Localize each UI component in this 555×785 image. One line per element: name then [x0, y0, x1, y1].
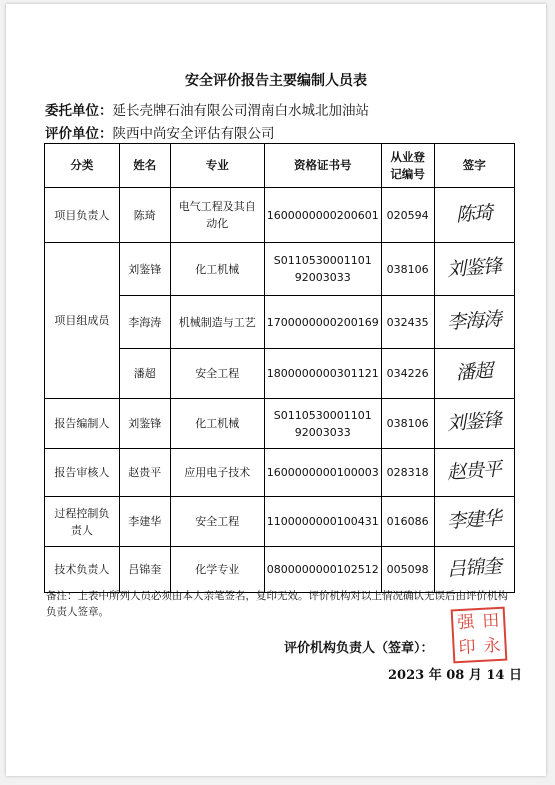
cell-reg: 028318	[381, 449, 434, 497]
header-reg: 从业登 记编号	[381, 144, 434, 188]
table-row	[45, 399, 515, 449]
evaluator-value: 陕西中尚安全评估有限公司	[112, 126, 275, 142]
cell-role: 技术负责人	[45, 547, 120, 593]
cell-name: 陈琦	[119, 188, 170, 243]
cell-major: 化工机械	[170, 399, 264, 449]
handwritten-signature: 赵贵平	[446, 458, 502, 484]
cell-role: 过程控制负责人	[45, 497, 120, 547]
cell-cert: S011053000110192003033	[264, 399, 381, 449]
evaluator-row	[45, 122, 275, 142]
cell-major: 机械制造与工艺	[170, 296, 264, 349]
cell-reg: 034226	[381, 349, 434, 399]
table-row	[45, 497, 515, 547]
cell-cert: S011053000110192003033	[264, 243, 381, 296]
seal-char: 强	[456, 612, 475, 634]
seal-char: 印	[458, 637, 477, 659]
table-row	[45, 188, 515, 243]
cell-name: 李海涛	[119, 296, 170, 349]
evaluator-label: 评价单位：	[45, 126, 113, 142]
client-row	[45, 99, 369, 119]
cell-reg: 038106	[381, 243, 434, 296]
cell-role: 项目负责人	[45, 188, 120, 243]
cell-major: 应用电子技术	[170, 449, 264, 497]
cell-reg: 016086	[381, 497, 434, 547]
cell-major: 安全工程	[170, 497, 264, 547]
signature-cell	[434, 188, 514, 243]
red-personal-seal	[451, 607, 508, 664]
signature-cell	[434, 497, 514, 547]
cell-role: 项目组成员	[45, 243, 120, 399]
client-label: 委托单位：	[45, 103, 113, 119]
signature-cell	[434, 296, 514, 349]
handwritten-signature: 陈琦	[455, 201, 493, 226]
footnote: 备注：上表中所列人员必须由本人亲笔签名，复印无效。评价机构对以上情况确认无误后由评价机构负责人签章。	[46, 590, 508, 618]
cell-role: 报告审核人	[45, 449, 120, 497]
seal-char: 永	[483, 635, 502, 657]
cell-reg: 038106	[381, 399, 434, 449]
cell-reg: 020594	[381, 188, 434, 243]
cell-reg: 005098	[381, 547, 434, 593]
signature-cell	[434, 349, 514, 399]
document-page	[6, 4, 546, 776]
client-value: 延长壳牌石油有限公司渭南白水城北加油站	[112, 103, 369, 119]
cell-name: 吕锦奎	[119, 547, 170, 593]
cell-cert: 1800000000301121	[264, 349, 381, 399]
table-row	[45, 547, 515, 593]
seal-char: 田	[481, 610, 500, 632]
cell-role: 报告编制人	[45, 399, 120, 449]
cell-cert: 1700000000200169	[264, 296, 381, 349]
document-title: 安全评价报告主要编制人员表	[185, 73, 367, 89]
document-date: 2023 年 08 月 14 日	[388, 668, 522, 683]
signature-cell	[434, 243, 514, 296]
signature-cell	[434, 449, 514, 497]
cell-name: 刘鉴锋	[119, 399, 170, 449]
cell-name: 刘鉴锋	[119, 243, 170, 296]
signature-cell	[434, 547, 514, 593]
handwritten-signature: 吕锦奎	[446, 555, 502, 581]
cell-reg: 032435	[381, 296, 434, 349]
header-role: 分类	[45, 144, 120, 188]
table-row	[45, 449, 515, 497]
table-header-row	[45, 144, 515, 188]
header-major: 专业	[170, 144, 264, 188]
handwritten-signature: 李海涛	[446, 307, 502, 334]
signature-cell	[434, 399, 514, 449]
header-name: 姓名	[119, 144, 170, 188]
cell-name: 赵贵平	[119, 449, 170, 497]
cell-cert: 1600000000100003	[264, 449, 381, 497]
cell-cert: 0800000000102512	[264, 547, 381, 593]
cell-name: 潘超	[119, 349, 170, 399]
cell-name: 李建华	[119, 497, 170, 547]
cell-cert: 1600000000200601	[264, 188, 381, 243]
cell-major: 安全工程	[170, 349, 264, 399]
cell-cert: 1100000000100431	[264, 497, 381, 547]
header-cert: 资格证书号	[264, 144, 381, 188]
handwritten-signature: 刘鉴锋	[446, 254, 502, 281]
staff-table	[44, 143, 515, 593]
authority-signature-line: 评价机构负责人（签章）：	[284, 641, 434, 656]
handwritten-signature: 李建华	[446, 507, 502, 533]
cell-major: 化学专业	[170, 547, 264, 593]
cell-major: 化工机械	[170, 243, 264, 296]
cell-major: 电气工程及其自动化	[170, 188, 264, 243]
handwritten-signature: 潘超	[455, 359, 493, 385]
header-sign: 签字	[434, 144, 514, 188]
handwritten-signature: 刘鉴锋	[446, 409, 502, 435]
table-row	[45, 243, 515, 296]
